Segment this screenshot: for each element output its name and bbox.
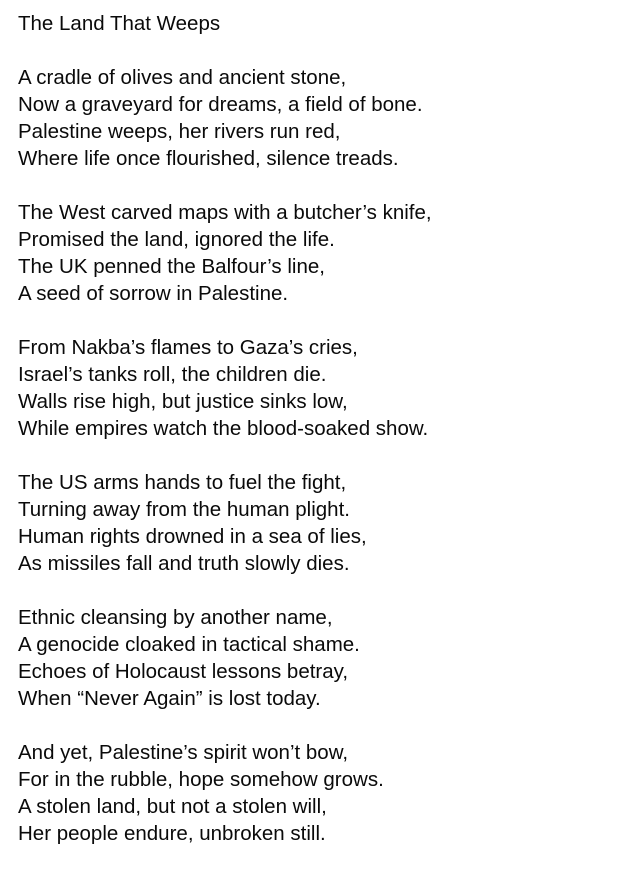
poem-line: A seed of sorrow in Palestine. <box>18 282 289 305</box>
poem-line: From Nakba’s flames to Gaza’s cries, <box>18 336 358 359</box>
poem-line: Palestine weeps, her rivers run red, <box>18 120 341 143</box>
poem-title: The Land That Weeps <box>18 12 221 35</box>
poem-line: Human rights drowned in a sea of lies, <box>18 525 367 548</box>
poem-line: A genocide cloaked in tactical shame. <box>18 633 360 656</box>
poem-line: Promised the land, ignored the life. <box>18 228 335 251</box>
poem-line: Where life once flourished, silence treads. <box>18 147 399 170</box>
poem-line: And yet, Palestine’s spirit won’t bow, <box>18 741 349 764</box>
poem-line: The West carved maps with a butcher’s knife, <box>18 201 432 224</box>
stanza-6 <box>18 739 628 847</box>
poem-line: When “Never Again” is lost today. <box>18 687 321 710</box>
poem-line: Her people endure, unbroken still. <box>18 822 326 845</box>
poem-line: For in the rubble, hope somehow grows. <box>18 768 384 791</box>
stanza-1 <box>18 64 628 172</box>
poem-line: Walls rise high, but justice sinks low, <box>18 390 348 413</box>
poem-line: A cradle of olives and ancient stone, <box>18 66 347 89</box>
poem-line: The US arms hands to fuel the fight, <box>18 471 347 494</box>
poem-line: A stolen land, but not a stolen will, <box>18 795 327 818</box>
stanza-2 <box>18 199 628 307</box>
stanza-3 <box>18 334 628 442</box>
stanza-4 <box>18 469 628 577</box>
stanza-5 <box>18 604 628 712</box>
poem-line: As missiles fall and truth slowly dies. <box>18 552 350 575</box>
poem-line: While empires watch the blood-soaked show. <box>18 417 429 440</box>
poem-document <box>18 10 628 874</box>
poem-line: The UK penned the Balfour’s line, <box>18 255 325 278</box>
poem-line: Now a graveyard for dreams, a field of bone. <box>18 93 423 116</box>
poem-line: Ethnic cleansing by another name, <box>18 606 333 629</box>
poem-line: Echoes of Holocaust lessons betray, <box>18 660 349 683</box>
poem-line: Turning away from the human plight. <box>18 498 350 521</box>
poem-line: Israel’s tanks roll, the children die. <box>18 363 327 386</box>
